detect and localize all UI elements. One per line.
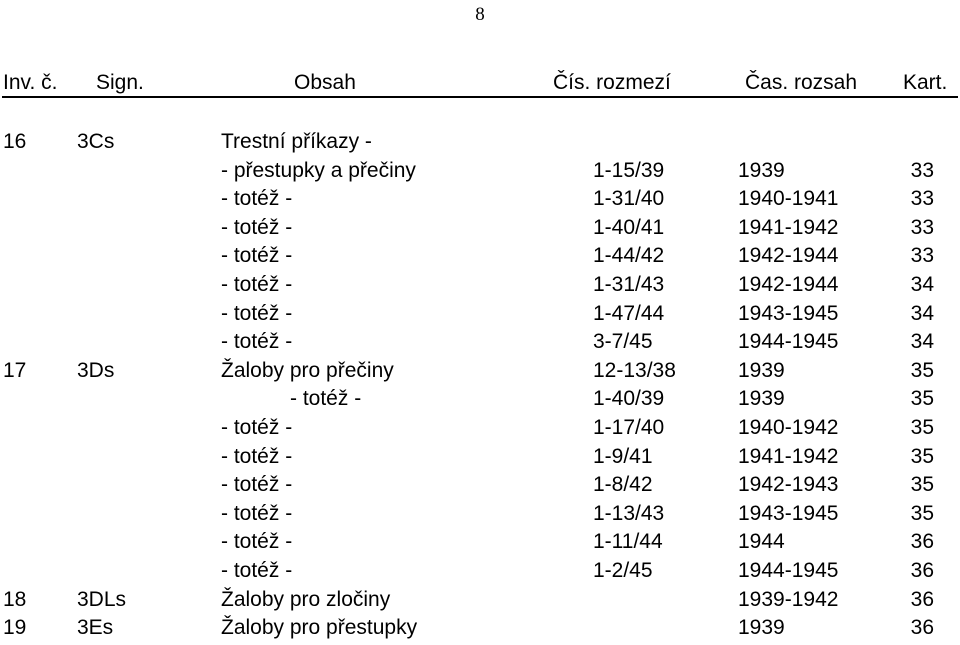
header-obsah: Obsah: [294, 71, 356, 94]
cell-rozmezi: 1-11/44: [593, 530, 663, 554]
cell-obsah: - totéž -: [221, 301, 293, 325]
cell-sign: 3Es: [77, 616, 114, 640]
table-row: [0, 157, 960, 186]
cell-obsah: - totéž -: [221, 244, 293, 268]
cell-kart: 34: [910, 272, 934, 296]
cell-sign: 3Ds: [77, 358, 115, 382]
cell-rozsah: 1939: [738, 358, 785, 382]
cell-rozmezi: 1-40/39: [593, 387, 665, 411]
cell-kart: 33: [910, 158, 934, 182]
cell-kart: 36: [910, 616, 934, 640]
table-row: [0, 385, 960, 414]
cell-obsah: - přestupky a přečiny: [221, 158, 416, 182]
cell-rozsah: 1943-1945: [738, 301, 839, 325]
cell-obsah: - totéž -: [221, 473, 293, 497]
header-kart: Kart.: [903, 71, 948, 94]
cell-sign: 3Cs: [77, 130, 115, 153]
cell-obsah: - totéž -: [221, 501, 293, 525]
cell-kart: 35: [910, 501, 934, 525]
table-row: [0, 357, 960, 386]
cell-rozmezi: 1-44/42: [593, 244, 665, 268]
cell-rozsah: 1944: [738, 530, 785, 554]
header-sign: Sign.: [96, 71, 144, 94]
cell-obsah: - totéž -: [221, 215, 293, 239]
table-row: [0, 242, 960, 271]
table-body: [0, 128, 960, 643]
cell-rozsah: 1943-1945: [738, 501, 839, 525]
table-row: [0, 328, 960, 357]
cell-obsah: - totéž -: [221, 272, 293, 296]
table-row: [0, 414, 960, 443]
cell-rozsah: 1940-1941: [738, 187, 839, 211]
table-row: [0, 471, 960, 500]
cell-sign: 3DLs: [77, 587, 127, 611]
cell-rozmezi: 1-2/45: [593, 558, 653, 582]
table-row: [0, 214, 960, 243]
cell-inv: 19: [3, 616, 27, 640]
cell-kart: 35: [910, 358, 934, 382]
cell-rozmezi: 1-31/40: [593, 187, 665, 211]
header-inv: Inv. č.: [3, 71, 58, 94]
table-row: [0, 557, 960, 586]
cell-rozmezi: 1-40/41: [593, 215, 665, 239]
table-row: [0, 443, 960, 472]
cell-rozsah: 1942-1944: [738, 244, 839, 268]
header-rozsah: Čas. rozsah: [745, 71, 858, 94]
page-number: 8: [475, 4, 485, 25]
cell-rozsah: 1944-1945: [738, 330, 839, 354]
cell-kart: 35: [910, 473, 934, 497]
table-row: [0, 271, 960, 300]
cell-rozsah: 1941-1942: [738, 444, 839, 468]
table-row: [0, 500, 960, 529]
cell-kart: 36: [910, 587, 934, 611]
cell-obsah: Trestní příkazy -: [221, 130, 372, 153]
cell-obsah: Žaloby pro zločiny: [221, 587, 391, 611]
cell-rozmezi: 1-8/42: [593, 473, 653, 497]
cell-obsah: - totéž -: [221, 330, 293, 354]
cell-obsah: Žaloby pro přestupky: [221, 616, 418, 640]
cell-kart: 35: [910, 444, 934, 468]
cell-rozmezi: 12-13/38: [593, 358, 676, 382]
cell-obsah: - totéž -: [290, 387, 362, 411]
cell-rozsah: 1944-1945: [738, 558, 839, 582]
cell-rozmezi: 1-17/40: [593, 415, 665, 439]
cell-obsah: - totéž -: [221, 444, 293, 468]
cell-obsah: - totéž -: [221, 558, 293, 582]
header-underline: [2, 96, 958, 98]
cell-inv: 17: [3, 358, 27, 382]
cell-inv: 16: [3, 130, 27, 153]
table-row: [0, 128, 960, 157]
cell-rozsah: 1941-1942: [738, 215, 839, 239]
cell-kart: 36: [910, 558, 934, 582]
cell-rozsah: 1939-1942: [738, 587, 839, 611]
cell-rozsah: 1939: [738, 387, 785, 411]
cell-rozsah: 1939: [738, 616, 785, 640]
cell-obsah: - totéž -: [221, 530, 293, 554]
table-row: [0, 528, 960, 557]
cell-kart: 33: [910, 187, 934, 211]
cell-obsah: - totéž -: [221, 415, 293, 439]
cell-kart: 33: [910, 244, 934, 268]
table-row: [0, 300, 960, 329]
table-row: [0, 185, 960, 214]
cell-rozmezi: 1-13/43: [593, 501, 665, 525]
cell-kart: 35: [910, 387, 934, 411]
cell-inv: 18: [3, 587, 27, 611]
cell-kart: 33: [910, 215, 934, 239]
cell-rozmezi: 1-9/41: [593, 444, 653, 468]
cell-obsah: Žaloby pro přečiny: [221, 358, 394, 382]
cell-rozmezi: 1-47/44: [593, 301, 665, 325]
table-row: [0, 614, 960, 643]
cell-rozsah: 1939: [738, 158, 785, 182]
table-row: [0, 586, 960, 615]
cell-kart: 34: [910, 301, 934, 325]
cell-kart: 35: [910, 415, 934, 439]
cell-rozsah: 1942-1944: [738, 272, 839, 296]
cell-rozmezi: 1-15/39: [593, 158, 665, 182]
header-rozmezi: Čís. rozmezí: [553, 71, 671, 94]
table-header: [0, 68, 960, 98]
cell-rozmezi: 1-31/43: [593, 272, 665, 296]
cell-obsah: - totéž -: [221, 187, 293, 211]
cell-rozsah: 1942-1943: [738, 473, 839, 497]
cell-rozsah: 1940-1942: [738, 415, 839, 439]
cell-kart: 36: [910, 530, 934, 554]
cell-rozmezi: 3-7/45: [593, 330, 653, 354]
cell-kart: 34: [910, 330, 934, 354]
